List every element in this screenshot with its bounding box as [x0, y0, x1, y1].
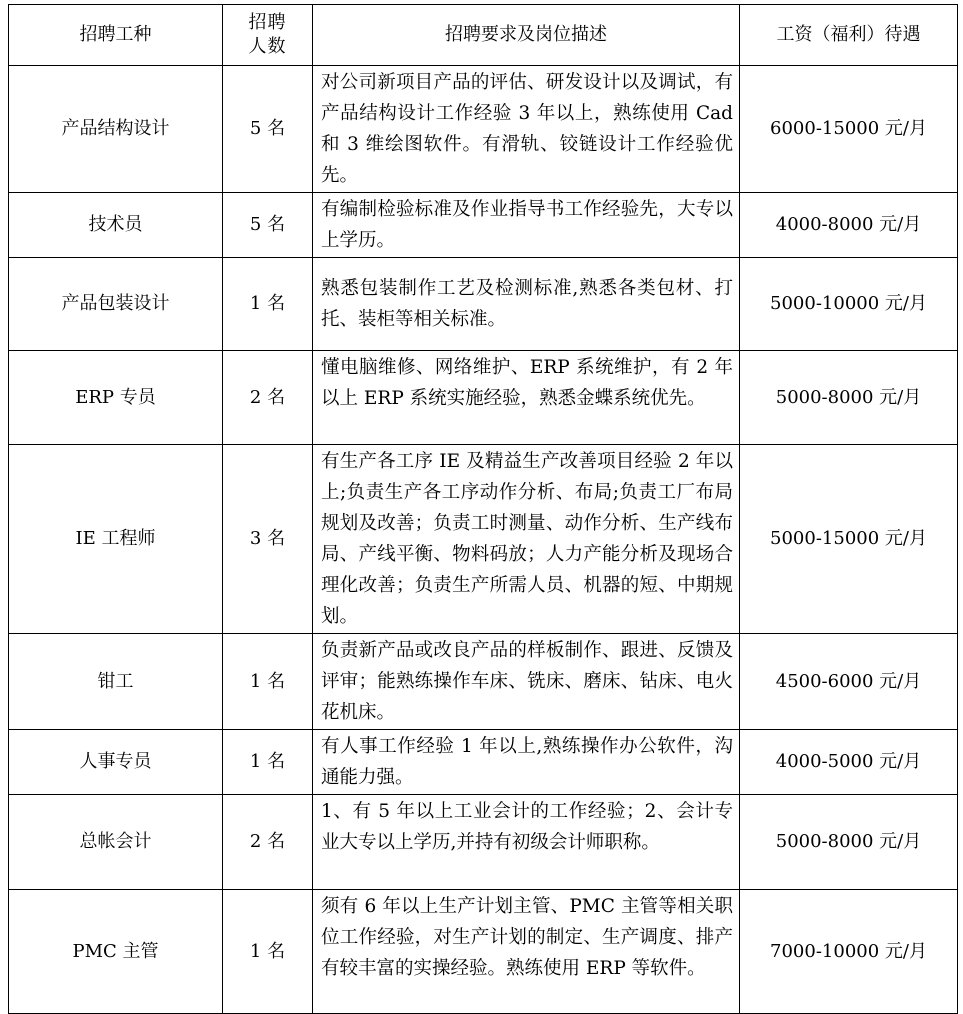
job-description-text: 负责新产品或改良产品的样板制作、跟进、反馈及评审；能熟练操作车床、铣床、磨床、钻床、电火花机床。 — [321, 640, 733, 723]
recruitment-table — [8, 4, 958, 1014]
job-description-text: 对公司新项目产品的评估、研发设计以及调试，有产品结构设计工作经验 3 年以上，熟练使用 Cad 和 3 维绘图软件。有滑轨、铰链设计工作经验优先。 — [321, 72, 733, 186]
header-headcount-line1: 招聘 — [248, 11, 287, 33]
table-row — [9, 730, 958, 795]
header-headcount-line2: 人数 — [248, 35, 287, 57]
job-description — [313, 258, 740, 351]
table-row — [9, 795, 958, 890]
header-row — [9, 5, 958, 66]
headcount: 3 名 — [223, 445, 313, 634]
job-title: 产品包装设计 — [9, 258, 223, 351]
headcount: 1 名 — [223, 258, 313, 351]
table-row — [9, 890, 958, 1014]
salary: 4500-6000 元/月 — [740, 634, 958, 730]
job-description — [313, 445, 740, 634]
headcount: 1 名 — [223, 890, 313, 1014]
job-description-text: 有编制检验标准及作业指导书工作经验先，大专以上学历。 — [321, 199, 733, 251]
job-description — [313, 66, 740, 193]
salary: 4000-5000 元/月 — [740, 730, 958, 795]
job-description-text: 有人事工作经验 1 年以上,熟练操作办公软件，沟通能力强。 — [321, 736, 733, 788]
salary: 5000-10000 元/月 — [740, 258, 958, 351]
job-description — [313, 795, 740, 890]
job-description-text: 须有 6 年以上生产计划主管、PMC 主管等相关职位工作经验，对生产计划的制定、生产调度、排产有较丰富的实操经验。熟练使用 ERP 等软件。 — [321, 896, 733, 979]
job-title: 人事专员 — [9, 730, 223, 795]
job-title: 总帐会计 — [9, 795, 223, 890]
job-title: 钳工 — [9, 634, 223, 730]
table-row — [9, 258, 958, 351]
job-description — [313, 730, 740, 795]
header-salary: 工资（福利）待遇 — [740, 5, 958, 66]
headcount: 2 名 — [223, 795, 313, 890]
job-description-text: 熟悉包装制作工艺及检测标准,熟悉各类包材、打托、装柜等相关标准。 — [321, 278, 733, 330]
table-row — [9, 66, 958, 193]
header-requirements: 招聘要求及岗位描述 — [313, 5, 740, 66]
headcount: 2 名 — [223, 351, 313, 445]
job-description-text: 1、有 5 年以上工业会计的工作经验；2、会计专业大专以上学历,并持有初级会计师职称。 — [321, 801, 733, 853]
job-description — [313, 351, 740, 445]
salary: 6000-15000 元/月 — [740, 66, 958, 193]
job-title: 技术员 — [9, 193, 223, 258]
header-job-type: 招聘工种 — [9, 5, 223, 66]
job-description — [313, 634, 740, 730]
salary: 5000-8000 元/月 — [740, 351, 958, 445]
header-headcount — [223, 5, 313, 66]
job-title: ERP 专员 — [9, 351, 223, 445]
headcount: 5 名 — [223, 66, 313, 193]
table-row — [9, 193, 958, 258]
headcount: 5 名 — [223, 193, 313, 258]
table-row — [9, 445, 958, 634]
job-title: 产品结构设计 — [9, 66, 223, 193]
headcount: 1 名 — [223, 730, 313, 795]
job-description — [313, 890, 740, 1014]
job-description — [313, 193, 740, 258]
job-description-text: 有生产各工序 IE 及精益生产改善项目经验 2 年以上;负责生产各工序动作分析、布局;负责工厂布局规划及改善；负责工时测量、动作分析、生产线布局、产线平衡、物料码放；人力产能分析及现场合理化改善；负责生产所需人员、机器的短、中期规划。 — [321, 451, 733, 627]
table-row — [9, 634, 958, 730]
salary: 4000-8000 元/月 — [740, 193, 958, 258]
job-title: IE 工程师 — [9, 445, 223, 634]
job-description-text: 懂电脑维修、网络维护、ERP 系统维护，有 2 年以上 ERP 系统实施经验，熟悉金蝶系统优先。 — [321, 357, 733, 409]
salary: 5000-8000 元/月 — [740, 795, 958, 890]
salary: 7000-10000 元/月 — [740, 890, 958, 1014]
job-title: PMC 主管 — [9, 890, 223, 1014]
headcount: 1 名 — [223, 634, 313, 730]
salary: 5000-15000 元/月 — [740, 445, 958, 634]
table-row — [9, 351, 958, 445]
